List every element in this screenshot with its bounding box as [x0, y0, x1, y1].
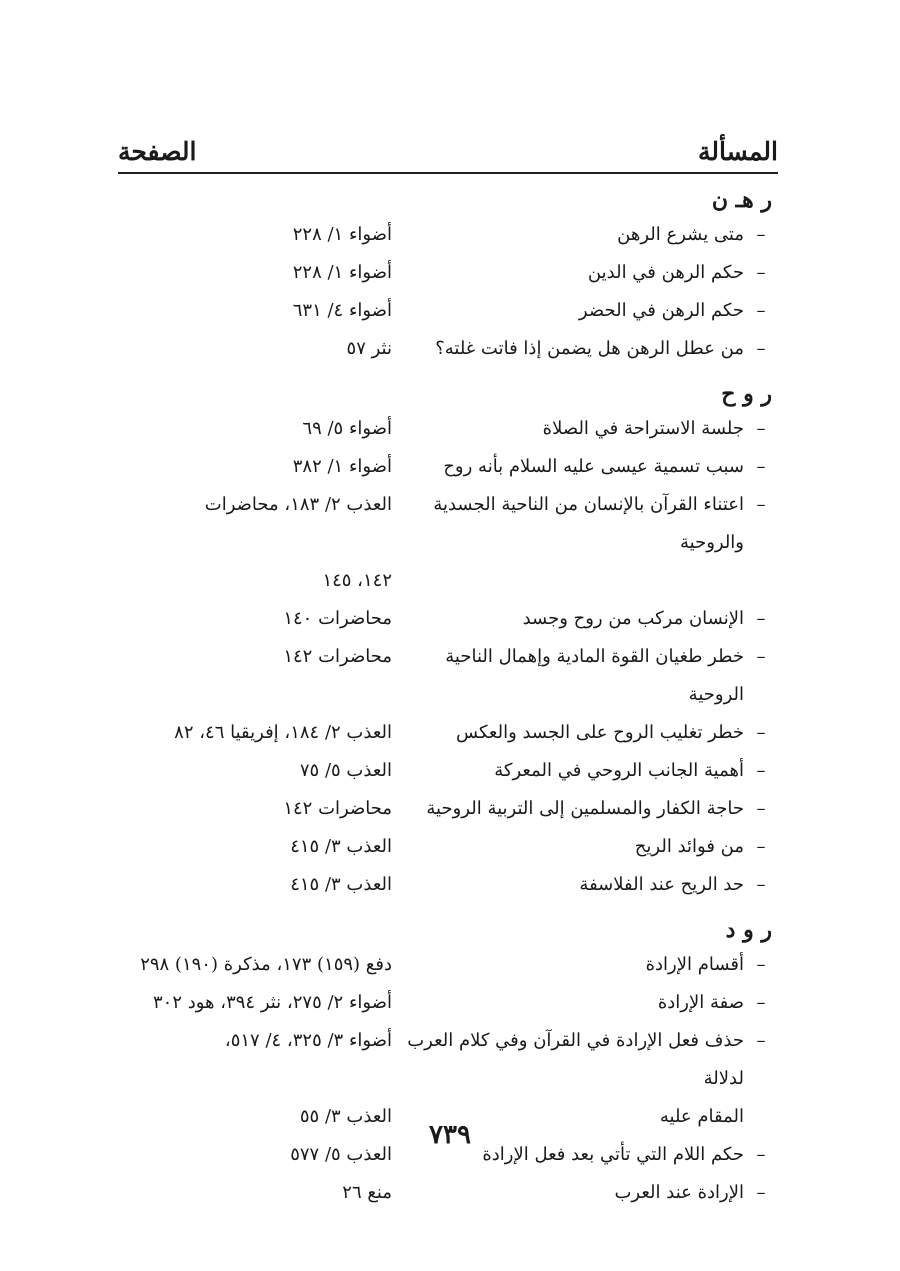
bullet-dash: –: [756, 760, 766, 781]
entry-reference: العذب ٣/ ٤١٥: [290, 874, 392, 895]
index-entry: [118, 600, 778, 638]
bullet-dash: –: [756, 1030, 766, 1051]
entry-reference: العذب ٥/ ٧٥: [299, 760, 392, 781]
table-header: [118, 118, 778, 174]
bullet-dash: –: [756, 954, 766, 975]
index-entry: [118, 946, 778, 984]
entry-reference: أضواء ١/ ٢٢٨: [292, 262, 392, 283]
entry-topic: من فوائد الريح: [634, 836, 744, 857]
bullet-dash: –: [756, 646, 766, 667]
entry-reference-continued: العذب ٣/ ٥٥: [299, 1106, 392, 1127]
entry-topic: حكم اللام التي تأتي بعد فعل الإرادة: [482, 1144, 744, 1165]
index-entry: [118, 1022, 778, 1098]
index-entry: [118, 410, 778, 448]
section-title: ر و ح: [721, 381, 772, 407]
entry-reference: أضواء ١/ ٢٢٨: [292, 224, 392, 245]
index-entry: [118, 790, 778, 828]
bullet-dash: –: [756, 1182, 766, 1203]
section-title: ر هـ ن: [711, 187, 772, 213]
bullet-dash: –: [756, 224, 766, 245]
index-entry: [118, 714, 778, 752]
entry-reference: محاضرات ١٤٠: [283, 608, 392, 629]
entry-reference: أضواء ٣/ ٣٢٥، ٤/ ٥١٧،: [224, 1030, 392, 1051]
entry-reference: العذب ٢/ ١٨٤، إفريقيا ٤٦، ٨٢: [174, 722, 392, 743]
entry-topic: جلسة الاستراحة في الصلاة: [542, 418, 744, 439]
index-entry: [118, 216, 778, 254]
bullet-dash: –: [756, 494, 766, 515]
entry-topic: حكم الرهن في الدين: [587, 262, 744, 283]
index-entry: [118, 984, 778, 1022]
index-entry: [118, 866, 778, 904]
index-entry: [118, 752, 778, 790]
entry-reference: منع ٢٦: [342, 1182, 392, 1203]
entry-reference: أضواء ٢/ ٢٧٥، نثر ٣٩٤، هود ٣٠٢: [153, 992, 392, 1013]
index-entry: [118, 486, 778, 562]
entry-topic-continued: المقام عليه: [659, 1106, 744, 1127]
entry-topic: حذف فعل الإرادة في القرآن وفي كلام العرب لدلالة: [407, 1030, 744, 1089]
entry-reference: نثر ٥٧: [346, 338, 392, 359]
entry-reference: دفع (١٥٩) ١٧٣، مذكرة (١٩٠) ٢٩٨: [140, 954, 392, 975]
entry-topic: حد الريح عند الفلاسفة: [579, 874, 744, 895]
bullet-dash: –: [756, 300, 766, 321]
index-entry: [118, 254, 778, 292]
page-number: ٧٣٩: [429, 1120, 471, 1150]
bullet-dash: –: [756, 798, 766, 819]
entry-topic: متى يشرع الرهن: [617, 224, 744, 245]
entry-topic: حاجة الكفار والمسلمين إلى التربية الروحية: [426, 798, 744, 819]
index-entry: [118, 638, 778, 714]
entry-topic: الإرادة عند العرب: [614, 1182, 744, 1203]
index-entry: [118, 448, 778, 486]
section-title: ر و د: [725, 917, 772, 943]
bullet-dash: –: [756, 338, 766, 359]
bullet-dash: –: [756, 992, 766, 1013]
entry-reference: محاضرات ١٤٢: [283, 798, 392, 819]
entry-reference: أضواء ٤/ ٦٣١: [292, 300, 392, 321]
index-page: [118, 118, 778, 1203]
entry-topic: الإنسان مركب من روح وجسد: [522, 608, 744, 629]
index-entry: [118, 330, 778, 368]
entry-topic: اعتناء القرآن بالإنسان من الناحية الجسدية والروحية: [433, 494, 744, 553]
column-title-issue: المسألة: [698, 137, 778, 166]
entry-topic: أقسام الإرادة: [645, 954, 744, 975]
index-entry: [118, 828, 778, 866]
section-rhn: [118, 184, 778, 368]
entry-topic: صفة الإرادة: [657, 992, 744, 1013]
entry-reference: محاضرات ١٤٢: [283, 646, 392, 667]
entry-topic: سبب تسمية عيسى عليه السلام بأنه روح: [443, 456, 744, 477]
entry-reference: أضواء ١/ ٣٨٢: [292, 456, 392, 477]
bullet-dash: –: [756, 418, 766, 439]
section-rwd: [118, 914, 778, 1212]
entry-topic: خطر تغليب الروح على الجسد والعكس: [456, 722, 744, 743]
entry-reference: أضواء ٥/ ٦٩: [302, 418, 392, 439]
bullet-dash: –: [756, 836, 766, 857]
entry-topic: من عطل الرهن هل يضمن إذا فاتت غلته؟: [435, 338, 744, 359]
bullet-dash: –: [756, 722, 766, 743]
column-title-page: الصفحة: [118, 137, 197, 166]
bullet-dash: –: [756, 608, 766, 629]
bullet-dash: –: [756, 262, 766, 283]
entry-continuation: [118, 562, 778, 600]
entry-reference: العذب ٢/ ١٨٣، محاضرات: [204, 494, 392, 515]
bullet-dash: –: [756, 874, 766, 895]
section-rwh: [118, 378, 778, 904]
entry-reference: العذب ٣/ ٤١٥: [290, 836, 392, 857]
entry-reference-continued: ١٤٢، ١٤٥: [322, 570, 392, 591]
entry-topic: أهمية الجانب الروحي في المعركة: [494, 760, 744, 781]
bullet-dash: –: [756, 456, 766, 477]
index-entry: [118, 1174, 778, 1212]
bullet-dash: –: [756, 1144, 766, 1165]
entry-topic: حكم الرهن في الحضر: [578, 300, 744, 321]
entry-reference: العذب ٥/ ٥٧٧: [290, 1144, 392, 1165]
index-entry: [118, 292, 778, 330]
entry-topic: خطر طغيان القوة المادية وإهمال الناحية الروحية: [445, 646, 744, 705]
